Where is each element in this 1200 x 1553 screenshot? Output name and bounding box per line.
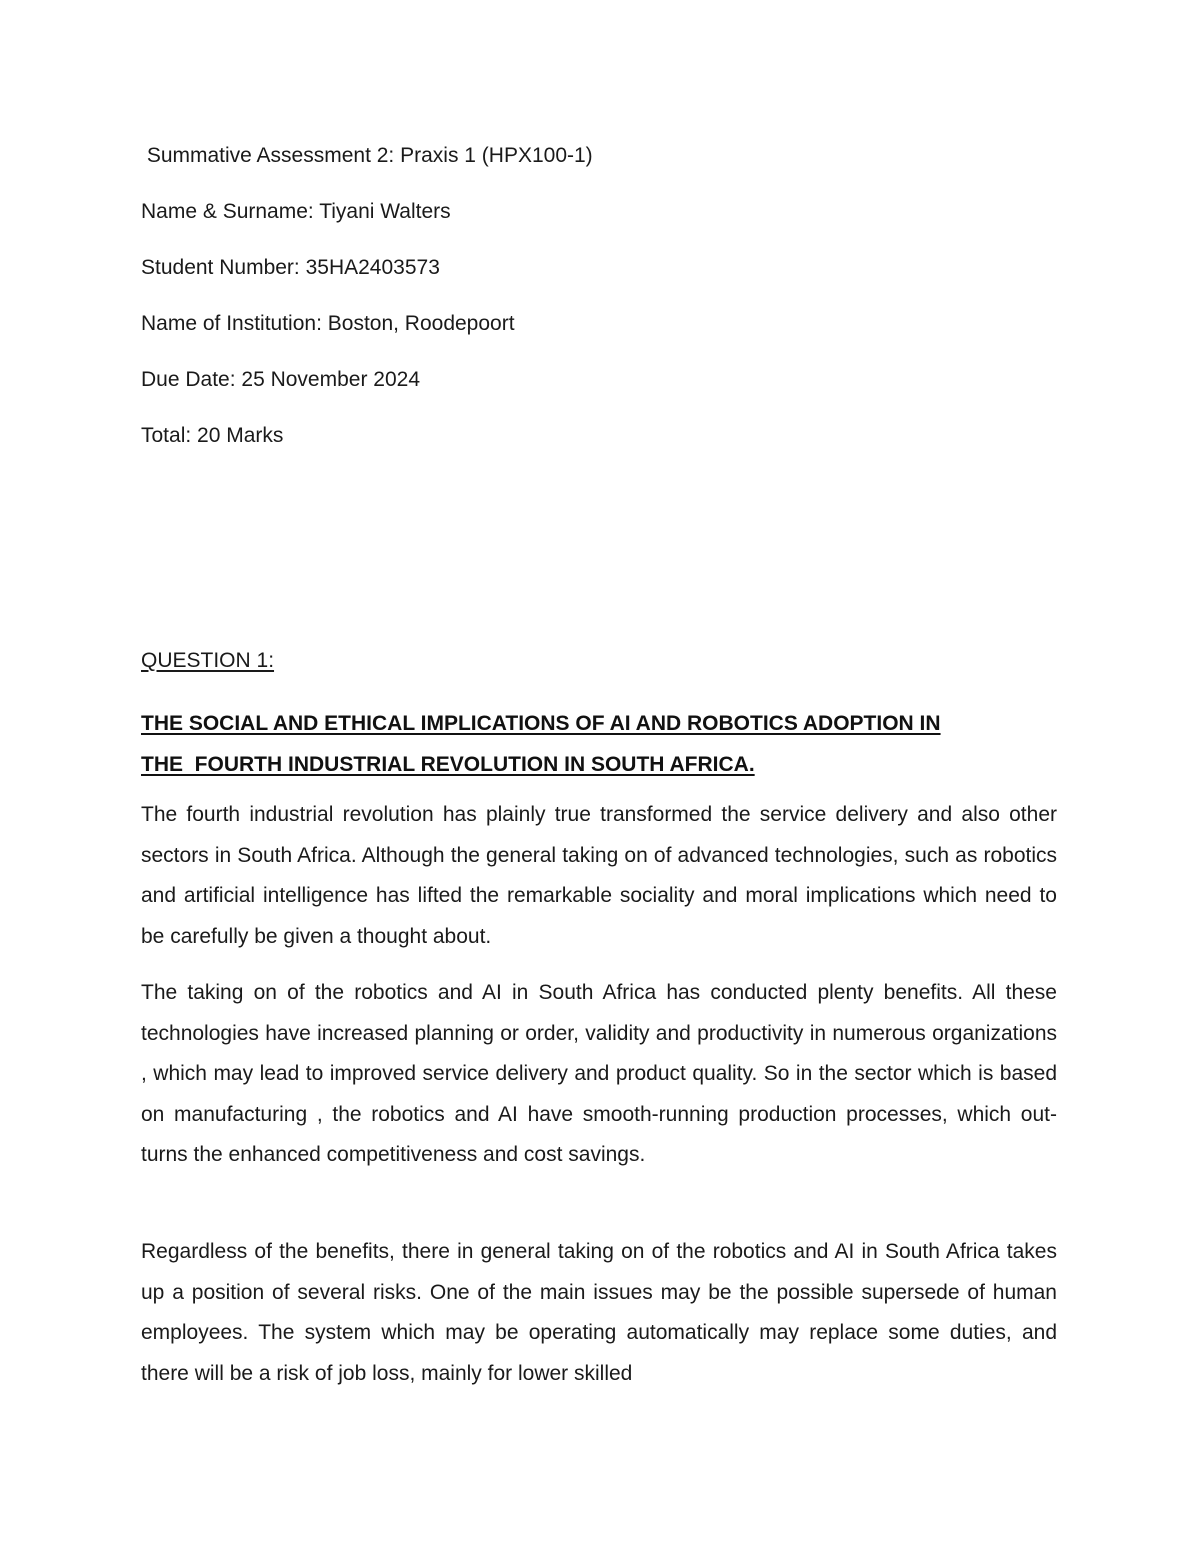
essay-heading xyxy=(141,703,1059,785)
question-label: QUESTION 1: xyxy=(141,649,275,672)
student-number: Student Number: 35HA2403573 xyxy=(141,256,440,279)
paragraph-2: The taking on of the robotics and AI in South Africa has conducted plenty benefits. All these technologies have increased planning or order, validity and productivity in numerous organizations , which may lead to improved service delivery and product quality. So in the sector which is based on manufacturing , the robotics and AI have smooth-running production processes, which out-turns the enhanced competitiveness and cost savings. xyxy=(141,981,1057,1167)
essay-heading-line-1: THE SOCIAL AND ETHICAL IMPLICATIONS OF AI AND ROBOTICS ADOPTION IN xyxy=(141,712,941,735)
paragraph-3: Regardless of the benefits, there in general taking on of the robotics and AI in South Africa takes up a position of several risks. One of the main issues may be the possible supersede of human employees. The system which may be operating automatically may replace some duties, and there will be a risk of job loss, mainly for lower skilled xyxy=(141,1240,1057,1385)
assessment-title: Summative Assessment 2: Praxis 1 (HPX100-1) xyxy=(141,144,593,167)
institution-name: Name of Institution: Boston, Roodepoort xyxy=(141,312,515,335)
due-date: Due Date: 25 November 2024 xyxy=(141,368,420,391)
essay-heading-line-2: THE FOURTH INDUSTRIAL REVOLUTION IN SOUTH AFRICA. xyxy=(141,753,755,776)
paragraph-1: The fourth industrial revolution has plainly true transformed the service delivery and also other sectors in South Africa. Although the general taking on of advanced technologies, such as robotics and artificial intelligence has lifted the remarkable sociality and moral implications which need to be carefully be given a thought about. xyxy=(141,803,1057,948)
student-name: Name & Surname: Tiyani Walters xyxy=(141,200,451,223)
total-marks: Total: 20 Marks xyxy=(141,424,284,447)
